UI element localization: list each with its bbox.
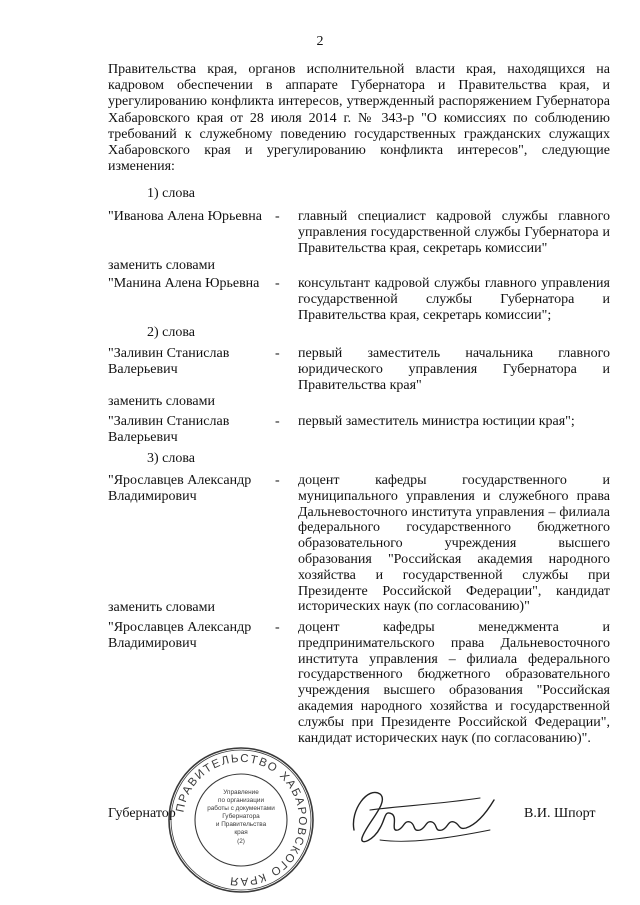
signatory-name: В.И. Шпорт: [524, 806, 596, 821]
item-3-new-role: доцент кафедры менеджмента и предпринимательского права Дальневосточного института управления – филиала федерального государственного бюджетного образовательного учреждения высшего образования "Российская академия народного хозяйства и государственной службы при Президенте Российской Федерации", кандидат исторических наук (по согласованию)".: [298, 620, 610, 746]
item-2-old-dash: -: [275, 346, 280, 361]
item-3-old-dash: -: [275, 473, 280, 488]
item-2-old-name: "Заливин Станислав Валерьевич: [108, 346, 230, 377]
item-2-new-name: "Заливин Станислав Валерьевич: [108, 414, 230, 445]
item-1-replace-label: заменить словами: [108, 258, 215, 273]
svg-text:Управление: Управление: [223, 789, 259, 796]
item-2-label: 2) слова: [147, 325, 196, 340]
item-1-old-role: главный специалист кадровой службы главного управления государственной службы Губернатора и Правительства края, секретарь комиссии": [298, 209, 610, 256]
svg-text:ПРАВИТЕЛЬСТВО ХАБАРОВСКОГО КРА: ПРАВИТЕЛЬСТВО ХАБАРОВСКОГО КРАЯ: [174, 752, 309, 888]
official-seal-icon: [166, 745, 316, 895]
item-1-old-dash: -: [275, 209, 280, 224]
item-1-new-dash: -: [275, 276, 280, 291]
item-2-new-dash: -: [275, 414, 280, 429]
item-2-new-role: первый заместитель министра юстиции края";: [298, 414, 575, 429]
item-2-replace-label: заменить словами: [108, 394, 215, 409]
svg-text:(2): (2): [237, 838, 245, 845]
item-3-label: 3) слова: [147, 451, 196, 466]
item-1-label: 1) слова: [147, 186, 196, 201]
svg-text:работы с документами: работы с документами: [207, 805, 275, 812]
item-3-replace-label: заменить словами: [108, 600, 215, 615]
svg-text:по организации: по организации: [217, 797, 265, 804]
item-1-new-role: консультант кадровой службы главного управления государственной службы Губернатора и Правительства края, секретарь комиссии";: [298, 276, 610, 323]
svg-text:и Правительства: и Правительства: [215, 821, 267, 828]
intro-text: Правительства края, органов исполнительной власти края, находящихся на кадровом обеспечении в аппарате Губернатора и Правительства края, и урегулированию конфликта интересов, утвержденный распоряжением Губернатора Хабаровского края от 28 июля 2014 г. № 343-р "О комиссиях по соблюдению требований к служебному поведению государственных гражданских служащих Хабаровского края и урегулированию конфликта интересов", следующие изменения:: [108, 62, 610, 175]
intro-paragraph: [108, 62, 610, 175]
item-3-new-dash: -: [275, 620, 280, 635]
svg-text:края: края: [234, 829, 248, 836]
handwritten-signature-icon: [340, 780, 500, 850]
svg-text:Губернатора: Губернатора: [222, 813, 260, 820]
item-1-old-name: "Иванова Алена Юрьевна: [108, 209, 262, 224]
item-3-new-name: "Ярославцев Александр Владимирович: [108, 620, 252, 651]
item-3-old-role: доцент кафедры государственного и муниципального управления и служебного права Дальневосточного института управления – филиала федерального государственного бюджетного образовательного учреждения высшего образования "Российская академия народного хозяйства и государственной службы при Президенте Российской Федерации", кандидат исторических наук (по согласованию)": [298, 473, 610, 615]
item-3-old-name: "Ярославцев Александр Владимирович: [108, 473, 252, 504]
page-number: 2: [316, 34, 324, 49]
item-1-new-name: "Манина Алена Юрьевна: [108, 276, 260, 291]
signatory-position: Губернатор: [108, 806, 176, 821]
item-2-old-role: первый заместитель начальника главного юридического управления Губернатора и Правительства края": [298, 346, 610, 393]
